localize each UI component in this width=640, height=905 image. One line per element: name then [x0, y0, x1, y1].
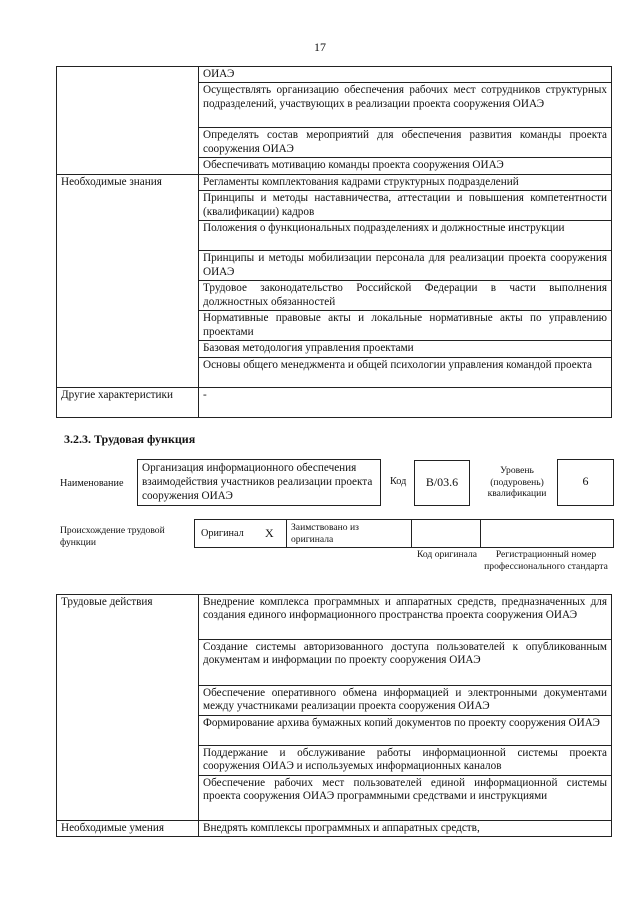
table-cell: Осуществлять организацию обеспечения рабочих мест сотрудников структурных подразделений, участвующих в реализации проекта сооружения ОИАЭ	[199, 83, 612, 128]
original-label: Оригинал	[201, 528, 244, 539]
table-cell: Основы общего менеджмента и общей психологии управления командой проекта	[199, 357, 612, 387]
level-value: 6	[582, 474, 589, 488]
table-cell: Обеспечение рабочих мест пользователей единой информационной системы проекта сооружения ОИАЭ программными средствами и инструкциями	[199, 776, 612, 821]
table-cell: Формирование архива бумажных копий документов по проекту сооружения ОИАЭ	[199, 716, 612, 746]
name-label: Наименование	[60, 478, 124, 489]
table-cell-label: Необходимые умения	[57, 821, 199, 837]
skills-knowledge-table	[56, 66, 612, 418]
table-cell: Базовая методология управления проектами	[199, 341, 612, 357]
table-cell: Создание системы авторизованного доступа пользователей к опубликованным документам и информации по проекту сооружения ОИАЭ	[199, 640, 612, 686]
table-cell: Внедрение комплекса программных и аппаратных средств, предназначенных для создания единого информационного пространства проекта сооружения ОИАЭ	[199, 595, 612, 640]
level-box	[557, 459, 614, 506]
table-cell: Принципы и методы мобилизации персонала для реализации проекта сооружения ОИАЭ	[199, 251, 612, 281]
table-cell: Обеспечение оперативного обмена информацией и электронными документами между участниками реализации проекта сооружения ОИАЭ	[199, 686, 612, 716]
table-cell: Принципы и методы наставничества, аттестации и повышения компетентности (квалификации) кадров	[199, 191, 612, 221]
table-cell-label: Трудовые действия	[57, 595, 199, 821]
table-cell: Внедрять комплексы программных и аппаратных средств,	[199, 821, 612, 837]
section-title: 3.2.3. Трудовая функция	[64, 432, 196, 446]
function-name-box	[137, 459, 381, 506]
table-cell-label: Другие характеристики	[57, 387, 199, 417]
table-cell: Трудовое законодательство Российской Федерации в части выполнения должностных обязанностей	[199, 281, 612, 311]
original-mark: X	[265, 526, 274, 540]
table-cell: Определять состав мероприятий для обеспечения развития команды проекта сооружения ОИАЭ	[199, 128, 612, 158]
table-cell-label	[57, 67, 199, 175]
origin-row	[194, 519, 614, 548]
labor-actions-table	[56, 594, 612, 837]
registration-caption: Регистрационный номер профессионального стандарта	[484, 549, 608, 572]
page-number: 17	[314, 40, 326, 54]
code-label: Код	[390, 476, 407, 487]
table-cell: Обеспечивать мотивацию команды проекта сооружения ОИАЭ	[199, 158, 612, 174]
function-name-value: Организация информационного обеспечения взаимодействия участников реализации проекта сооружения ОИАЭ	[142, 462, 373, 502]
function-code-value: В/03.6	[425, 475, 459, 489]
code-caption: Код оригинала	[416, 549, 478, 560]
function-code-box	[414, 460, 470, 506]
table-cell-label: Необходимые знания	[57, 174, 199, 387]
table-cell: Регламенты комплектования кадрами структурных подразделений	[199, 174, 612, 190]
table-cell: Положения о функциональных подразделениях и должностные инструкции	[199, 221, 612, 251]
table-cell: -	[199, 387, 612, 417]
table-cell: Нормативные правовые акты и локальные нормативные акты по управлению проектами	[199, 311, 612, 341]
origin-label: Происхождение трудовой функции	[60, 525, 165, 548]
level-label: Уровень (подуровень) квалификации	[487, 465, 547, 500]
borrowed-label: Заимствовано из оригинала	[291, 522, 359, 545]
table-cell: Поддержание и обслуживание работы информационной системы проекта сооружения ОИАЭ и используемых информационных каналов	[199, 746, 612, 776]
table-cell: ОИАЭ	[199, 67, 612, 83]
